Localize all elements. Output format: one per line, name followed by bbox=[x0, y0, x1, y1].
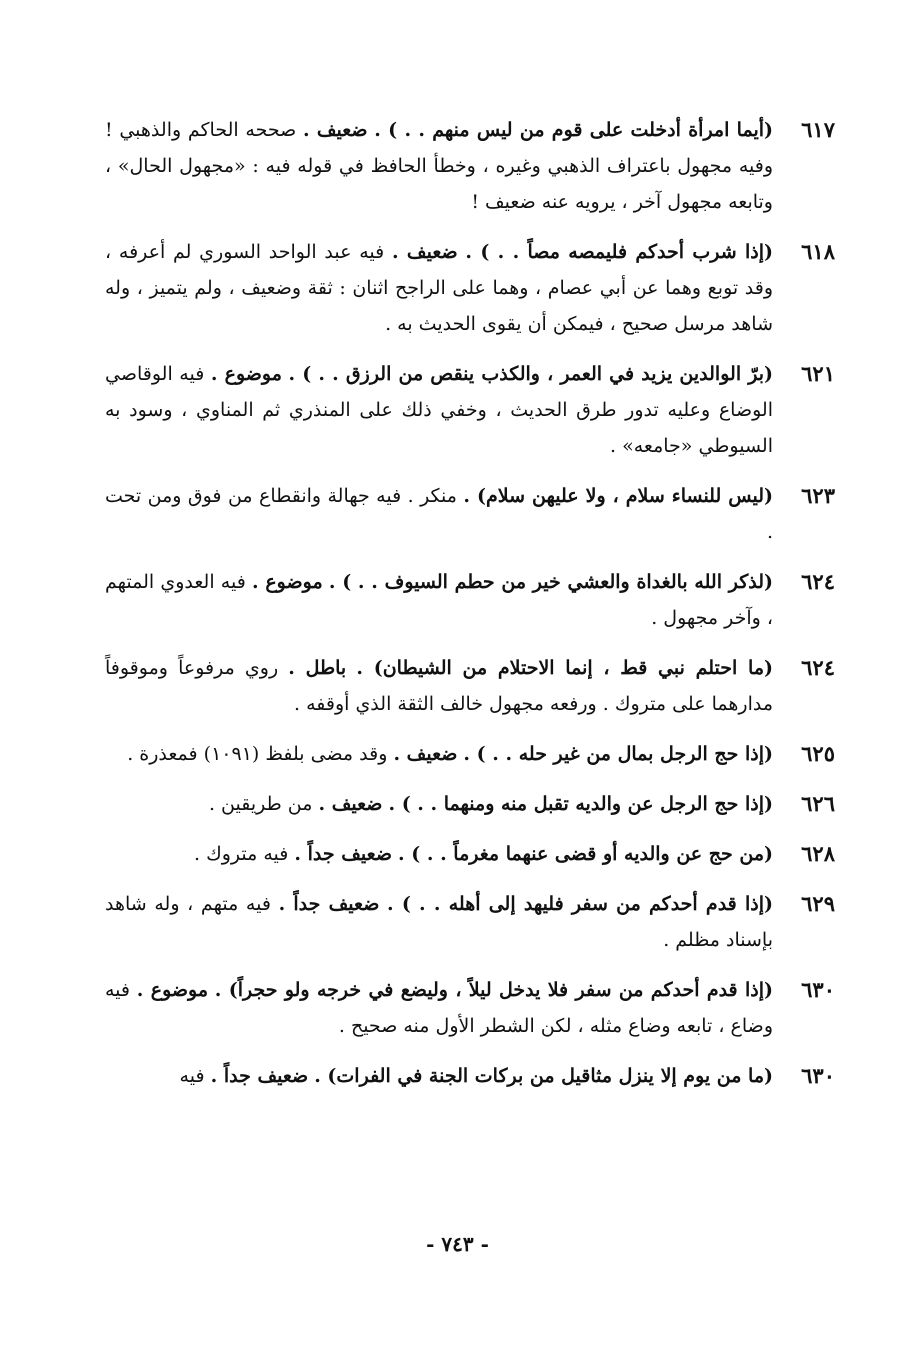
entry-text bbox=[105, 112, 773, 220]
verdict: ضعيف جداً . bbox=[294, 843, 392, 865]
hadith-quote: (من حج عن والديه أو قضى عنهما مغرماً . . ) . bbox=[398, 843, 773, 865]
commentary: فيه متروك . bbox=[194, 843, 289, 865]
hadith-quote: (إذا قدم أحدكم من سفر فلا يدخل ليلاً ، وليضع في خرجه ولو حجراً) . bbox=[214, 979, 773, 1001]
commentary: من طريقين . bbox=[208, 793, 313, 815]
verdict: موضوع . bbox=[251, 571, 323, 593]
hadith-quote: (إذا قدم أحدكم من سفر فليهد إلى أهله . . ) . bbox=[386, 893, 773, 915]
verdict: موضوع . bbox=[210, 363, 282, 385]
entry-text bbox=[105, 1058, 773, 1094]
entry-number: ٦٢٦ bbox=[801, 791, 835, 816]
hadith-entry bbox=[105, 1058, 835, 1094]
entry-number: ٦٢٥ bbox=[801, 741, 835, 766]
hadith-quote: (لذكر الله بالغداة والعشي خير من حطم السيوف . . ) . bbox=[328, 571, 774, 593]
entry-number: ٦٢٨ bbox=[801, 841, 835, 866]
hadith-entry bbox=[105, 478, 835, 550]
hadith-quote: (ليس للنساء سلام ، ولا عليهن سلام) . bbox=[463, 485, 773, 507]
verdict: ضعيف . bbox=[302, 119, 368, 141]
entry-number: ٦١٧ bbox=[801, 117, 835, 142]
entry-text bbox=[105, 736, 773, 772]
entry-text bbox=[105, 564, 773, 636]
entry-number: ٦٢٣ bbox=[801, 483, 835, 508]
entry-number: ٦٢٩ bbox=[801, 891, 835, 916]
commentary: فيه متهم ، وله شاهد بإسناد مظلم . bbox=[105, 893, 773, 951]
commentary: فيه وضاع ، تابعه وضاع مثله ، لكن الشطر الأول منه صحيح . bbox=[105, 979, 773, 1037]
entry-text bbox=[105, 836, 773, 872]
entry-number: ٦٣٠ bbox=[801, 977, 835, 1002]
entry-number: ٦٣٠ bbox=[801, 1063, 835, 1088]
entry-text bbox=[105, 234, 773, 342]
hadith-entry bbox=[105, 786, 835, 822]
commentary: فيه عبد الواحد السوري لم أعرفه ، وقد توبع وهما عن أبي عصام ، وهما على الراجح اثنان : ثقة وضعيف ، ولم يتميز ، وله شاهد مرسل صحيح ، فيمكن أن يقوى الحديث به . bbox=[105, 241, 773, 335]
verdict: ضعيف جداً . bbox=[210, 1065, 309, 1087]
hadith-entry bbox=[105, 356, 835, 464]
entry-number: ٦٢١ bbox=[801, 361, 835, 386]
hadith-entry bbox=[105, 736, 835, 772]
hadith-quote: (برّ الوالدين يزيد في العمر ، والكذب ينقص من الرزق . . ) . bbox=[288, 363, 773, 385]
entry-text bbox=[105, 786, 773, 822]
hadith-quote: (ما احتلم نبي قط ، إنما الاحتلام من الشيطان) . bbox=[356, 657, 773, 679]
commentary: صححه الحاكم والذهبي ! وفيه مجهول باعتراف الذهبي وغيره ، وخطأ الحافظ في قوله فيه : «مجهول الحال» ، وتابعه مجهول آخر ، يرويه عنه ضعيف ! bbox=[105, 119, 773, 213]
entry-number: ٦٢٤ bbox=[801, 569, 835, 594]
hadith-quote: (إذا شرب أحدكم فليمصه مصاً . . ) . bbox=[465, 241, 773, 263]
entry-text bbox=[105, 972, 773, 1044]
document-page bbox=[105, 112, 835, 1108]
entry-text bbox=[105, 650, 773, 722]
hadith-entry bbox=[105, 234, 835, 342]
commentary: فيه bbox=[179, 1065, 205, 1087]
hadith-entry bbox=[105, 650, 835, 722]
verdict: ضعيف . bbox=[318, 793, 383, 815]
verdict: ضعيف . bbox=[391, 241, 458, 263]
entry-text bbox=[105, 356, 773, 464]
entry-number: ٦٢٤ bbox=[801, 655, 835, 680]
page-number: - ٧٤٣ - bbox=[426, 1232, 489, 1256]
commentary: روي مرفوعاً وموقوفاً مدارهما على متروك . ورفعه مجهول خالف الثقة الذي أوقفه . bbox=[105, 657, 773, 715]
entry-number: ٦١٨ bbox=[801, 239, 835, 264]
hadith-quote: (إذا حج الرجل بمال من غير حله . . ) . bbox=[463, 743, 773, 765]
hadith-quote: (أيما امرأة أدخلت على قوم من ليس منهم . . ) . bbox=[374, 119, 773, 141]
commentary: فيه الوقاصي الوضاع وعليه تدور طرق الحديث ، وخفي ذلك على المنذري ثم المناوي ، وسود به السيوطي «جامعه» . bbox=[105, 363, 773, 457]
verdict: ضعيف جداً . bbox=[278, 893, 380, 915]
hadith-entry bbox=[105, 112, 835, 220]
entry-text bbox=[105, 886, 773, 958]
verdict: ضعيف . bbox=[393, 743, 458, 765]
entry-text bbox=[105, 478, 773, 550]
hadith-entry bbox=[105, 564, 835, 636]
commentary: وقد مضى بلفظ (١٠٩١) فمعذرة . bbox=[127, 743, 388, 765]
hadith-quote: (ما من يوم إلا ينزل مثاقيل من بركات الجنة في الفرات) . bbox=[314, 1065, 773, 1087]
commentary: منكر . فيه جهالة وانقطاع من فوق ومن تحت . bbox=[105, 485, 773, 543]
hadith-quote: (إذا حج الرجل عن والديه تقبل منه ومنهما . . ) . bbox=[388, 793, 773, 815]
hadith-entry bbox=[105, 886, 835, 958]
hadith-entry bbox=[105, 836, 835, 872]
verdict: موضوع . bbox=[136, 979, 209, 1001]
hadith-entry bbox=[105, 972, 835, 1044]
verdict: باطل . bbox=[288, 657, 347, 679]
commentary: فيه العدوي المتهم ، وآخر مجهول . bbox=[105, 571, 773, 629]
